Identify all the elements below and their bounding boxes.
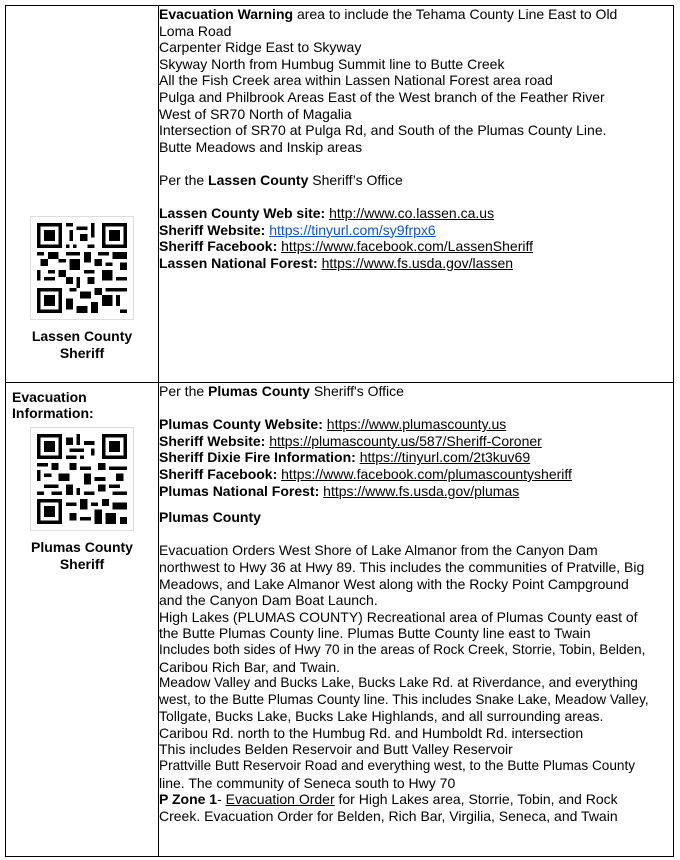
evacuation-info-title [6, 383, 158, 421]
lassen-left-cell [6, 6, 159, 383]
sheriff-website-link[interactable]: https://tinyurl.com/sy9frpx6 [269, 221, 436, 238]
dixie-fire-info-link[interactable]: https://tinyurl.com/2t3kuv69 [359, 449, 531, 466]
plumas-left-cell [6, 383, 159, 857]
plumas-link-row [159, 483, 673, 500]
lassen-forest-link[interactable]: https://www.fs.usda.gov/lassen [321, 254, 514, 271]
body-line: west, to the Butte Plumas County line. This includes Snake Lake, Meadow Valley, [159, 691, 649, 707]
lassen-link-row [159, 238, 673, 255]
body-line: the Butte Plumas County line. Plumas Butte County line east to Twain [159, 625, 591, 642]
link-label: Plumas County Website: [159, 416, 323, 433]
link-label: Sheriff Facebook: [159, 238, 278, 255]
plumas-forest-link[interactable]: https://www.fs.usda.gov/plumas [323, 482, 520, 499]
body-line: line. The community of Seneca south to Hwy 70 [159, 774, 456, 791]
sheriff-facebook-link[interactable]: https://www.facebook.com/LassenSheriff [281, 238, 534, 255]
zone-line [159, 791, 673, 808]
body-line: Caribou Rich Bar, and Twain. [159, 658, 341, 675]
evacuation-order-link[interactable]: Evacuation Order [225, 791, 335, 808]
plumas-sheriff-website-link[interactable]: https://plumascounty.us/587/Sheriff-Coroner [269, 432, 542, 449]
per-bold: Plumas County [208, 383, 310, 399]
qr-code-icon [30, 427, 134, 531]
plumas-row [6, 383, 674, 857]
link-label: Lassen National Forest: [159, 254, 318, 271]
link-label: Sheriff Facebook: [159, 465, 278, 482]
plumas-caption-line2: Sheriff [59, 556, 105, 572]
body-line: Caribou Rd. north to the Humbug Rd. and Humboldt Rd. intersection [159, 724, 584, 741]
plumas-facebook-link[interactable]: https://www.facebook.com/plumascountysheriff [281, 465, 572, 482]
title-line2: Information: [12, 405, 94, 421]
qr-code-icon [30, 216, 134, 320]
plumas-body [159, 542, 673, 791]
body-line: Tollgate, Bucks Lake, Bucks Lake Highlands, and all surrounding areas. [159, 708, 604, 725]
warning-line [159, 6, 673, 23]
body-line: northwest to Hwy 36 at Hwy 89. This includes the communities of Pratville, Big [159, 558, 645, 575]
per-bold: Lassen County [208, 171, 309, 188]
link-label: Sheriff Website: [159, 432, 266, 449]
lassen-website-link[interactable]: http://www.co.lassen.ca.us [329, 205, 495, 222]
area-line: Intersection of SR70 at Pulga Rd, and South of the Plumas County Line. [159, 122, 607, 139]
body-line: Evacuation Orders West Shore of Lake Almanor from the Canyon Dam [159, 542, 598, 559]
plumas-caption-line1: Plumas County [31, 539, 133, 555]
body-line: Meadow Valley and Bucks Lake, Bucks Lake Rd. at Riverdance, and everything [159, 675, 638, 691]
zone-label: P Zone 1 [159, 791, 218, 808]
lassen-caption-line2: Sheriff [59, 345, 105, 361]
warning-text: area to include the Tehama County Line East to Old [293, 6, 618, 22]
warning-label: Evacuation Warning [159, 6, 294, 22]
per-prefix: Per the [159, 383, 209, 399]
zone-line-2: Creek. Evacuation Order for Belden, Rich Bar, Virgilia, Seneca, and Twain [159, 807, 618, 824]
link-label: Lassen County Web site: [159, 205, 326, 222]
plumas-link-row [159, 416, 673, 433]
body-line: This includes Belden Reservoir and Butt Valley Reservoir [159, 741, 513, 758]
lassen-per-line [159, 172, 673, 189]
link-label: Sheriff Website: [159, 221, 270, 238]
plumas-website-link[interactable]: https://www.plumascounty.us [326, 416, 507, 433]
area-line: All the Fish Creek area within Lassen National Forest area road [159, 72, 553, 89]
plumas-link-row [159, 466, 673, 483]
lassen-caption-line1: Lassen County [31, 328, 133, 344]
lassen-link-row [159, 222, 673, 239]
body-line: Meadows, and Lake Almanor West along with the Rocky Point Campground [159, 575, 629, 592]
title-line1: Evacuation [12, 389, 87, 405]
lassen-link-row [159, 255, 673, 272]
body-line: Includes both sides of Hwy 70 in the areas of Rock Creek, Storrie, Tobin, Belden, [159, 641, 646, 657]
area-line: Skyway North from Humbug Summit line to Butte Creek [159, 55, 505, 72]
per-suffix: Sheriff’s Office [308, 171, 403, 188]
heading-text: Plumas County [159, 509, 261, 526]
lassen-right-cell [159, 6, 674, 383]
area-line: West of SR70 North of Magalia [159, 105, 352, 122]
plumas-link-row [159, 449, 673, 466]
area-line: Loma Road [159, 22, 232, 39]
plumas-right-cell [159, 383, 674, 857]
body-line: Prattville Butt Reservoir Road and everything west, to the Butte Plumas County [159, 758, 636, 774]
zone-text: for High Lakes area, Storrie, Tobin, and Rock [334, 791, 618, 808]
lassen-row [6, 6, 674, 383]
body-line: and the Canyon Dam Boat Launch. [159, 592, 378, 609]
plumas-link-row [159, 433, 673, 450]
plumas-per-line [159, 383, 673, 400]
lassen-link-row [159, 205, 673, 222]
plumas-heading [159, 509, 673, 526]
body-line: High Lakes (PLUMAS COUNTY) Recreational area of Plumas County east of [159, 608, 638, 625]
evacuation-table [5, 5, 674, 857]
link-label: Sheriff Dixie Fire Information: [159, 449, 356, 466]
area-line: Pulga and Philbrook Areas East of the West branch of the Feather River [159, 88, 605, 105]
zone-dash: - [217, 791, 226, 808]
area-line: Carpenter Ridge East to Skyway [159, 39, 362, 56]
link-label: Plumas National Forest: [159, 482, 320, 499]
per-prefix: Per the [159, 171, 209, 188]
per-suffix: Sheriff's Office [309, 383, 404, 399]
area-line: Butte Meadows and Inskip areas [159, 138, 363, 155]
